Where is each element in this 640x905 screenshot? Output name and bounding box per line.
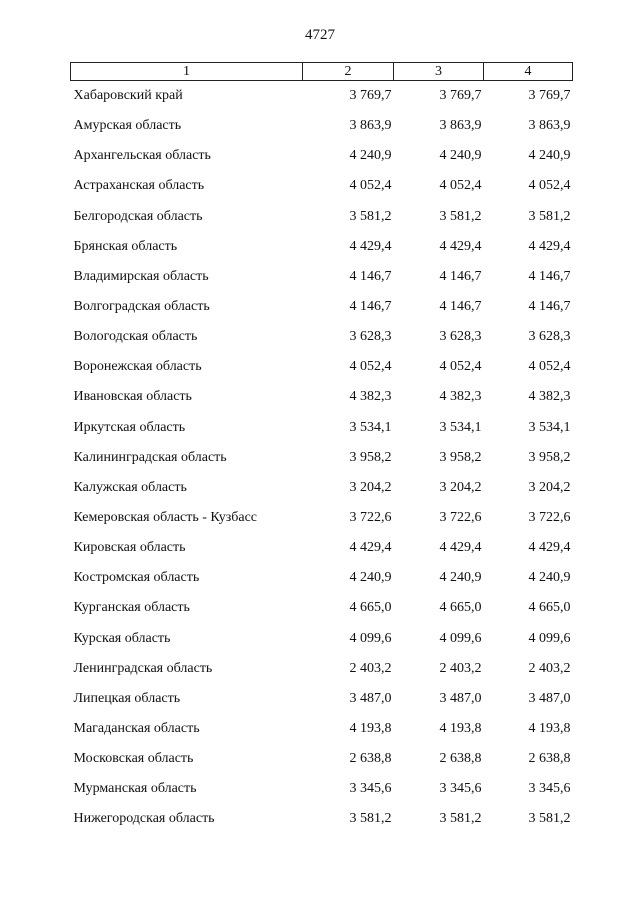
value-cell-col2: 3 581,2	[349, 208, 392, 224]
value-cell-col3: 3 345,6	[439, 781, 482, 797]
region-name-cell: Архангельская область	[73, 148, 211, 164]
value-cell-col3: 4 429,4	[439, 238, 482, 254]
value-cell-col3: 3 534,1	[439, 419, 482, 435]
value-cell-col4: 2 638,8	[528, 751, 571, 767]
value-cell-col2: 4 193,8	[349, 721, 392, 737]
region-name-cell: Волгоградская область	[73, 299, 210, 315]
value-cell-col4: 4 052,4	[528, 359, 571, 375]
value-cell-col3: 3 581,2	[439, 811, 482, 827]
value-cell-col3: 3 722,6	[439, 510, 482, 526]
table-row	[71, 141, 573, 171]
region-name-cell: Ивановская область	[73, 389, 192, 405]
value-cell-col4: 3 581,2	[528, 208, 571, 224]
value-cell-col4: 3 345,6	[528, 781, 571, 797]
region-name-cell: Иркутская область	[73, 419, 186, 435]
value-cell-col2: 3 581,2	[349, 811, 392, 827]
region-name-cell: Ленинградская область	[73, 660, 213, 676]
region-name-cell: Амурская область	[73, 118, 182, 134]
table-row	[71, 292, 573, 322]
table-row	[71, 593, 573, 623]
value-cell-col3: 3 581,2	[439, 208, 482, 224]
table-body	[71, 81, 573, 835]
value-cell-col3: 4 240,9	[439, 570, 482, 586]
table-row	[71, 202, 573, 232]
value-cell-col2: 4 429,4	[349, 540, 392, 556]
value-cell-col4: 4 146,7	[528, 268, 571, 284]
value-cell-col2: 3 345,6	[349, 781, 392, 797]
page-number: 4727	[305, 27, 335, 43]
value-cell-col4: 3 628,3	[528, 329, 571, 345]
region-name-cell: Калужская область	[73, 479, 187, 495]
value-cell-col2: 3 204,2	[349, 479, 392, 495]
region-name-cell: Курганская область	[73, 600, 190, 616]
column-header-3: 3	[394, 63, 484, 81]
region-name-cell: Магаданская область	[73, 721, 200, 737]
value-cell-col4: 4 665,0	[528, 600, 571, 616]
region-name-cell: Воронежская область	[73, 359, 202, 375]
value-cell-col2: 2 403,2	[349, 660, 392, 676]
region-name-cell: Липецкая область	[73, 690, 181, 706]
header-row	[71, 63, 573, 81]
value-cell-col3: 4 052,4	[439, 178, 482, 194]
region-name-cell: Калининградская область	[73, 449, 227, 465]
value-cell-col4: 3 487,0	[528, 690, 571, 706]
value-cell-col2: 3 487,0	[349, 690, 392, 706]
table-row	[71, 563, 573, 593]
value-cell-col2: 4 099,6	[349, 630, 392, 646]
value-cell-col4: 2 403,2	[528, 660, 571, 676]
value-cell-col3: 3 769,7	[439, 88, 482, 104]
table-row	[71, 714, 573, 744]
table-row	[71, 232, 573, 262]
table-row	[71, 654, 573, 684]
value-cell-col2: 4 052,4	[349, 359, 392, 375]
value-cell-col4: 4 240,9	[528, 148, 571, 164]
value-cell-col2: 3 863,9	[349, 118, 392, 134]
table-row	[71, 111, 573, 141]
value-cell-col2: 4 240,9	[349, 570, 392, 586]
value-cell-col4: 4 429,4	[528, 540, 571, 556]
value-cell-col4: 4 052,4	[528, 178, 571, 194]
value-cell-col3: 3 863,9	[439, 118, 482, 134]
value-cell-col4: 3 769,7	[528, 88, 571, 104]
region-name-cell: Белгородская область	[73, 208, 203, 224]
value-cell-col2: 4 665,0	[349, 600, 392, 616]
value-cell-col4: 3 581,2	[528, 811, 571, 827]
value-cell-col2: 3 534,1	[349, 419, 392, 435]
value-cell-col2: 3 769,7	[349, 88, 392, 104]
value-cell-col2: 3 628,3	[349, 329, 392, 345]
value-cell-col4: 3 863,9	[528, 118, 571, 134]
value-cell-col2: 2 638,8	[349, 751, 392, 767]
region-name-cell: Хабаровский край	[73, 88, 183, 104]
value-cell-col3: 4 052,4	[439, 359, 482, 375]
column-header-4: 4	[484, 63, 573, 81]
table-header	[71, 63, 573, 81]
value-cell-col3: 3 628,3	[439, 329, 482, 345]
table-row	[71, 503, 573, 533]
region-name-cell: Московская область	[73, 751, 194, 767]
region-name-cell: Вологодская область	[73, 329, 198, 345]
region-name-cell: Кировская область	[73, 540, 186, 556]
value-cell-col4: 3 534,1	[528, 419, 571, 435]
value-cell-col3: 4 193,8	[439, 721, 482, 737]
table-row	[71, 382, 573, 412]
value-cell-col4: 4 382,3	[528, 389, 571, 405]
table-row	[71, 744, 573, 774]
value-cell-col3: 4 240,9	[439, 148, 482, 164]
column-header-1: 1	[71, 63, 303, 81]
table-row	[71, 804, 573, 834]
value-cell-col2: 4 052,4	[349, 178, 392, 194]
table-row	[71, 81, 573, 112]
data-table-container	[70, 62, 572, 835]
value-cell-col3: 3 958,2	[439, 449, 482, 465]
region-name-cell: Владимирская область	[73, 268, 209, 284]
value-cell-col2: 4 382,3	[349, 389, 392, 405]
value-cell-col3: 3 204,2	[439, 479, 482, 495]
value-cell-col3: 4 099,6	[439, 630, 482, 646]
value-cell-col3: 4 665,0	[439, 600, 482, 616]
value-cell-col3: 4 146,7	[439, 299, 482, 315]
table-row	[71, 171, 573, 201]
table-row	[71, 774, 573, 804]
value-cell-col4: 4 240,9	[528, 570, 571, 586]
table-row	[71, 533, 573, 563]
value-cell-col4: 4 146,7	[528, 299, 571, 315]
region-name-cell: Астраханская область	[73, 178, 205, 194]
value-cell-col4: 4 193,8	[528, 721, 571, 737]
value-cell-col4: 3 204,2	[528, 479, 571, 495]
value-cell-col2: 4 240,9	[349, 148, 392, 164]
value-cell-col3: 4 146,7	[439, 268, 482, 284]
table-row	[71, 684, 573, 714]
data-table	[70, 62, 573, 835]
value-cell-col4: 4 429,4	[528, 238, 571, 254]
table-row	[71, 352, 573, 382]
region-name-cell: Брянская область	[73, 238, 178, 254]
region-name-cell: Костромская область	[73, 570, 200, 586]
table-row	[71, 413, 573, 443]
value-cell-col2: 3 958,2	[349, 449, 392, 465]
value-cell-col3: 2 403,2	[439, 660, 482, 676]
table-row	[71, 262, 573, 292]
value-cell-col2: 4 146,7	[349, 299, 392, 315]
region-name-cell: Кемеровская область - Кузбасс	[73, 510, 258, 526]
value-cell-col4: 3 958,2	[528, 449, 571, 465]
value-cell-col4: 3 722,6	[528, 510, 571, 526]
value-cell-col2: 3 722,6	[349, 510, 392, 526]
value-cell-col3: 2 638,8	[439, 751, 482, 767]
table-row	[71, 473, 573, 503]
value-cell-col2: 4 429,4	[349, 238, 392, 254]
column-header-2: 2	[303, 63, 394, 81]
table-row	[71, 624, 573, 654]
value-cell-col4: 4 099,6	[528, 630, 571, 646]
value-cell-col3: 4 382,3	[439, 389, 482, 405]
region-name-cell: Курская область	[73, 630, 171, 646]
table-row	[71, 322, 573, 352]
value-cell-col2: 4 146,7	[349, 268, 392, 284]
value-cell-col3: 4 429,4	[439, 540, 482, 556]
table-row	[71, 443, 573, 473]
region-name-cell: Нижегородская область	[73, 811, 215, 827]
region-name-cell: Мурманская область	[73, 781, 197, 797]
value-cell-col3: 3 487,0	[439, 690, 482, 706]
